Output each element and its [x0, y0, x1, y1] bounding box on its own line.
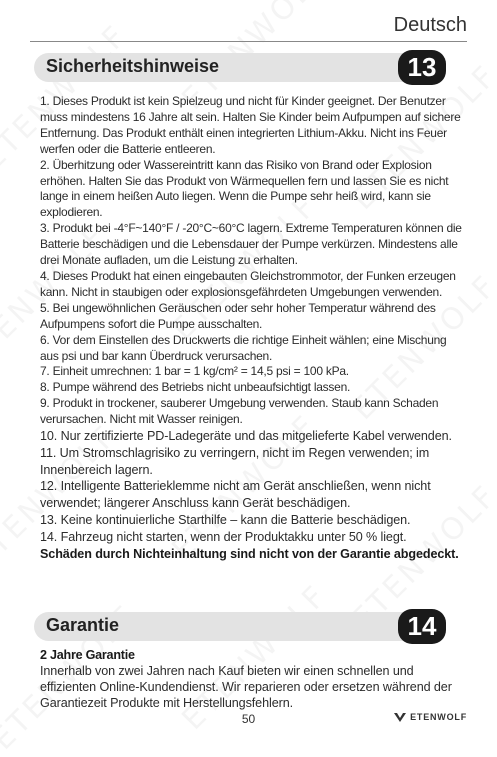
- safety-item: 7. Einheit umrechnen: 1 bar = 1 kg/cm² = 14,5 psi = 100 kPa.: [40, 364, 349, 379]
- safety-item: 9. Produkt in trockener, sauberer Umgebung verwenden. Staub kann Schaden verursachen. Nicht mit Wasser reinigen.: [40, 396, 439, 427]
- safety-item: 13. Keine kontinuierliche Starthilfe – kann die Batterie beschädigen.: [40, 513, 411, 528]
- warranty-subheading: 2 Jahre Garantie: [40, 648, 135, 662]
- brand-name: ETENWOLF: [410, 712, 467, 722]
- safety-item: 11. Um Stromschlagrisiko zu verringern, nicht im Regen verwenden; im Innenbereich lagern.: [40, 445, 430, 477]
- section-number-badge: 13: [398, 50, 446, 85]
- language-label: Deutsch: [393, 14, 467, 36]
- brand-logo: [394, 712, 467, 722]
- section-title: Sicherheitshinweise: [46, 56, 220, 76]
- warranty-block: [40, 647, 463, 711]
- safety-item: 3. Produkt bei -4°F~140°F / -20°C~60°C lagern. Extreme Temperaturen können die Batterie beschädigen und die Lebensdauer der Pumpe verkürzen. Mindestens alle drei Monate aufladen, um die Leistung zu erhalten.: [40, 221, 462, 268]
- section-header-safety: [34, 53, 446, 82]
- safety-item: 8. Pumpe während des Betriebs nicht unbeaufsichtigt lassen.: [40, 380, 351, 395]
- safety-item: 2. Überhitzung oder Wassereintritt kann das Risiko von Brand oder Explosion erhöhen. Halten Sie das Produkt von Wärmequellen fern und lassen Sie es nicht lange in einem heißen Auto liegen. Wenn die Pumpe sehr heiß wird, kann sie explodieren.: [40, 157, 449, 220]
- safety-item: 10. Nur zertifizierte PD-Ladegeräte und das mitgelieferte Kabel verwenden.: [40, 429, 452, 444]
- section-title: Garantie: [46, 615, 120, 635]
- section-header-warranty: [34, 612, 446, 641]
- safety-item: 4. Dieses Produkt hat einen eingebauten Gleichstrommotor, der Funken erzeugen kann. Nicht in staubigen oder explosionsgefährdeten Umgebungen verwenden.: [40, 268, 456, 299]
- section-number-badge: 14: [398, 609, 446, 644]
- page-number: 50: [241, 712, 256, 726]
- warranty-text: Innerhalb von zwei Jahren nach Kauf bieten wir einen schnellen und effizienten Online-Kundendienst. Wir reparieren oder ersetzen während der Garantiezeit Produkte mit Herstellungsfehlern.: [40, 664, 452, 710]
- safety-item: 14. Fahrzeug nicht starten, wenn der Produktakku unter 50 % liegt.: [40, 529, 407, 544]
- safety-instructions: [40, 94, 463, 562]
- warranty-disclaimer: Schäden durch Nichteinhaltung sind nicht von der Garantie abgedeckt.: [40, 546, 459, 561]
- safety-item: 6. Vor dem Einstellen des Druckwerts die richtige Einheit wählen; eine Mischung aus psi und bar kann Überdruck verursachen.: [40, 332, 447, 363]
- safety-item: 12. Intelligente Batterieklemme nicht am Gerät anschließen, wenn nicht verwendet; längerer Anschluss kann Gerät beschädigen.: [40, 479, 431, 511]
- safety-item: 5. Bei ungewöhnlichen Geräuschen oder sehr hoher Temperatur während des Aufpumpens sofort die Pumpe ausschalten.: [40, 300, 436, 331]
- safety-item: 1. Dieses Produkt ist kein Spielzeug und nicht für Kinder geeignet. Der Benutzer muss mindestens 16 Jahre alt sein. Halten Sie Kinder beim Aufpumpen auf sichere Entfernung. Das Produkt enthält einen integrierten Lithium-Akku. Nicht ins Feuer werfen oder die Batterie entleeren.: [40, 94, 461, 156]
- wolf-logo-icon: [394, 713, 406, 722]
- header-divider: [30, 41, 467, 42]
